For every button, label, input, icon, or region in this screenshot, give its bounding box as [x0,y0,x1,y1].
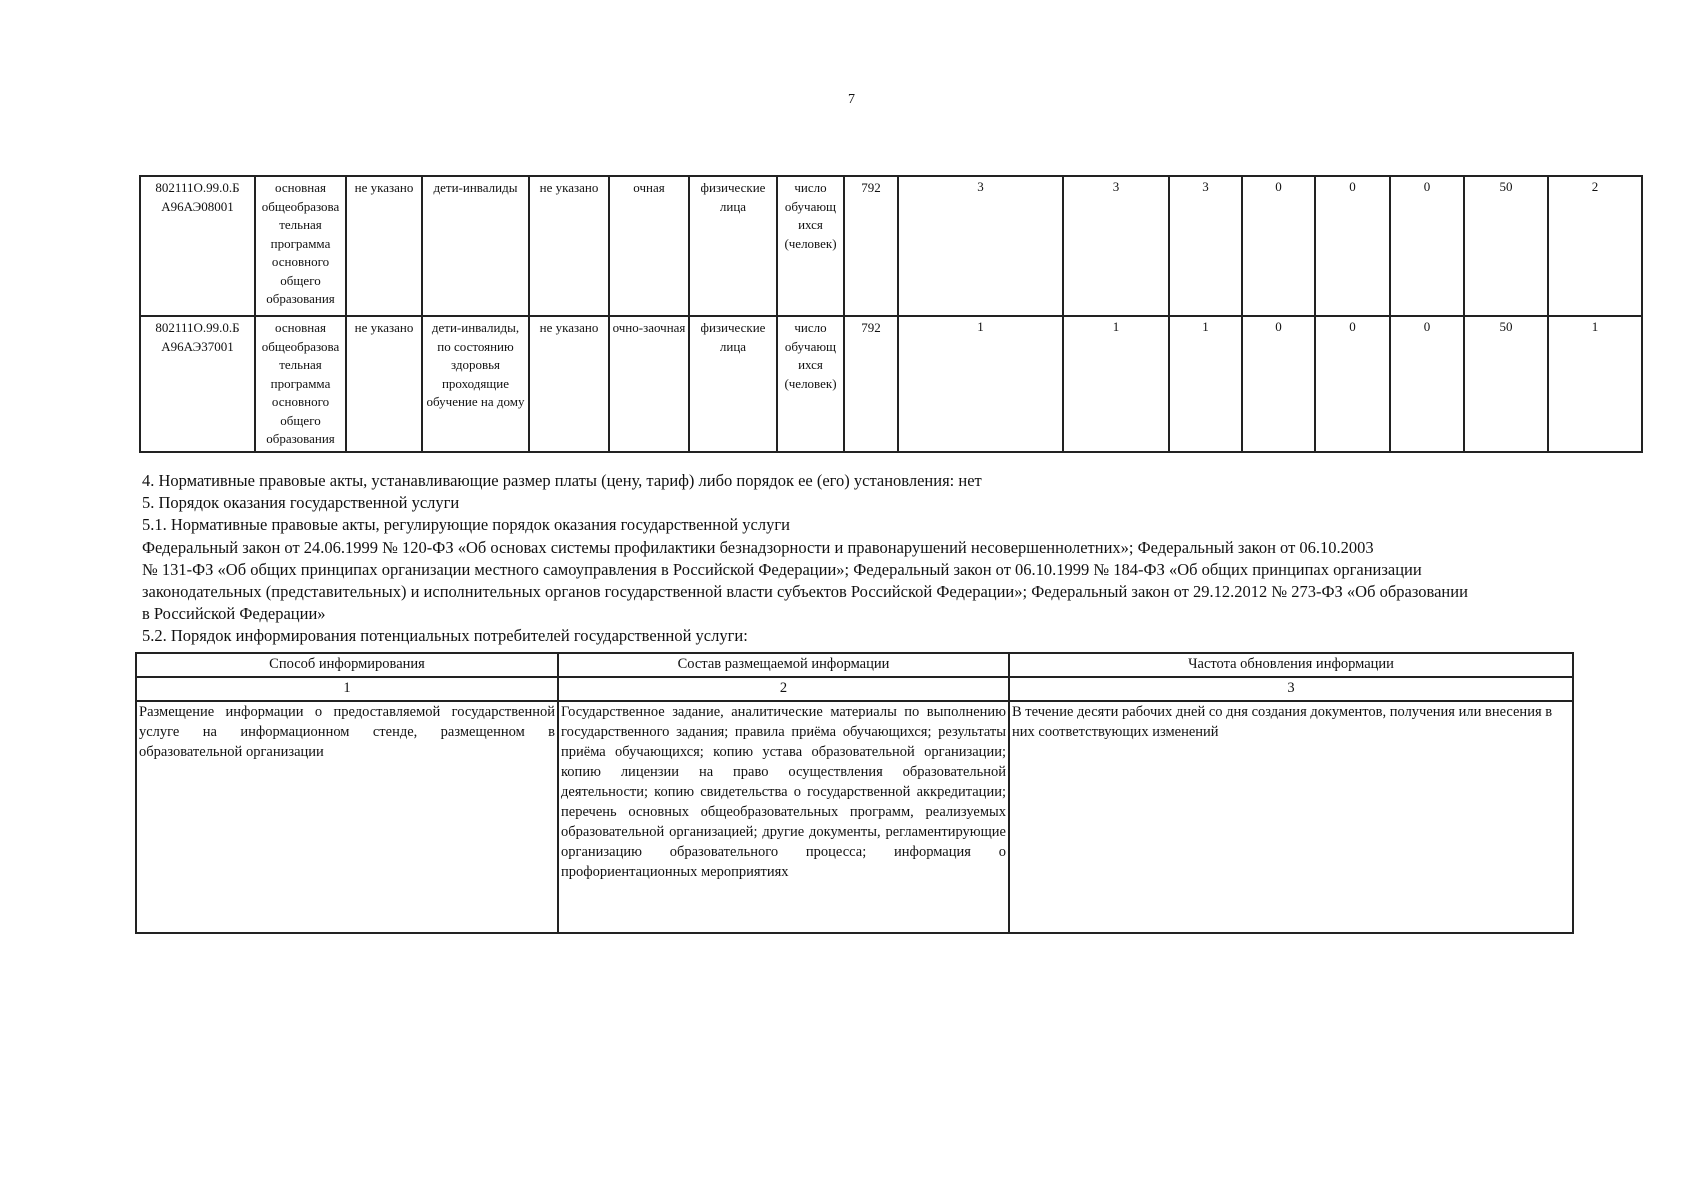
value-cell: 2 [1548,176,1642,316]
registry-table [139,175,1643,453]
info-table-row [136,701,1573,933]
program-cell: основная общеобразова тельная программа основного общего образования [255,176,346,316]
info-table-index-row [136,677,1573,701]
section-5-1-text: 5.1. Нормативные правовые акты, регулирующие порядок оказания государственной услуги [142,515,790,535]
index-3: 3 [1009,677,1573,701]
header-frequency: Частота обновления информации [1009,653,1573,677]
laws-line-3: законодательных (представительных) и исполнительных органов государственной власти субъектов Российской Федерации»; Федеральный закон от 29.12.2012 № 273-ФЗ «Об образовании [142,582,1468,602]
service-code-cell: 802111О.99.0.Б А96АЭ08001 [140,176,255,316]
section-4-text: 4. Нормативные правовые акты, устанавливающие размер платы (цену, тариф) либо порядок ее (его) установления: нет [142,471,982,490]
info-content: Государственное задание, аналитические материалы по выполнению государственного задания; правила приёма обучающихся; результаты приёма обучающихся; копию устава образовательной организации; копию лицензии на право осуществления образовательной деятельности; копию свидетельства о государственной аккредитации; перечень основных общеобразовательных программ, реализуемых образовательной организацией; другие документы, регламентирующие организацию образовательного процесса; информация о профориентационных мероприятиях [558,701,1009,933]
value-cell: 1 [1548,316,1642,452]
value-cell: 0 [1390,176,1464,316]
standard-cell: не указано [346,176,422,316]
value-cell: 3 [1169,176,1242,316]
consumers-cell: физические лица [689,176,777,316]
place-cell: не указано [529,316,609,452]
section-5-2-text: 5.2. Порядок информирования потенциальных потребителей государственной услуги: [142,626,748,646]
value-cell: 0 [1390,316,1464,452]
page-number: 7 [848,92,855,107]
index-1: 1 [136,677,558,701]
section-text [142,470,1582,648]
value-cell: 0 [1315,316,1390,452]
program-cell: основная общеобразова тельная программа основного общего образования [255,316,346,452]
index-2: 2 [558,677,1009,701]
laws-line-2: № 131-ФЗ «Об общих принципах организации местного самоуправления в Российской Федерации»; Федеральный закон от 06.10.1999 № 184-ФЗ «Об общих принципах организации [142,559,1422,579]
registry-row [140,176,1642,316]
place-cell: не указано [529,176,609,316]
value-cell: 50 [1464,316,1548,452]
value-cell: 50 [1464,176,1548,316]
value-cell: 3 [1063,176,1169,316]
registry-row [140,316,1642,452]
laws-line-1: Федеральный закон от 24.06.1999 № 120-ФЗ «Об основах системы профилактики безнадзорности и правонарушений несовершеннолетних»; Федеральный закон от 06.10.2003 [142,537,1374,557]
info-method: Размещение информации о предоставляемой государственной услуге на информационном стенде, размещенном в образовательной организации [136,701,558,933]
section-5-text: 5. Порядок оказания государственной услуги [142,493,460,513]
header-content: Состав размещаемой информации [558,653,1009,677]
okei-code-cell: 792 [844,316,898,452]
header-method: Способ информирования [136,653,558,677]
indicator-cell: число обучающ ихся (человек) [777,176,844,316]
consumers-cell: физические лица [689,316,777,452]
info-table [135,652,1574,934]
service-code-cell: 802111О.99.0.Б А96АЭ37001 [140,316,255,452]
value-cell: 1 [1063,316,1169,452]
indicator-cell: число обучающ ихся (человек) [777,316,844,452]
category-cell: дети-инвалиды [422,176,529,316]
standard-cell: не указано [346,316,422,452]
okei-code-cell: 792 [844,176,898,316]
value-cell: 0 [1242,316,1315,452]
laws-line-4: в Российской Федерации» [142,604,326,624]
value-cell: 1 [898,316,1063,452]
form-cell: очная [609,176,689,316]
value-cell: 0 [1242,176,1315,316]
form-cell: очно-заочная [609,316,689,452]
info-table-header-row [136,653,1573,677]
info-frequency: В течение десяти рабочих дней со дня создания документов, получения или внесения в них соответствующих изменений [1009,701,1573,933]
value-cell: 0 [1315,176,1390,316]
category-cell: дети-инвалиды, по состоянию здоровья проходящие обучение на дому [422,316,529,452]
value-cell: 3 [898,176,1063,316]
value-cell: 1 [1169,316,1242,452]
